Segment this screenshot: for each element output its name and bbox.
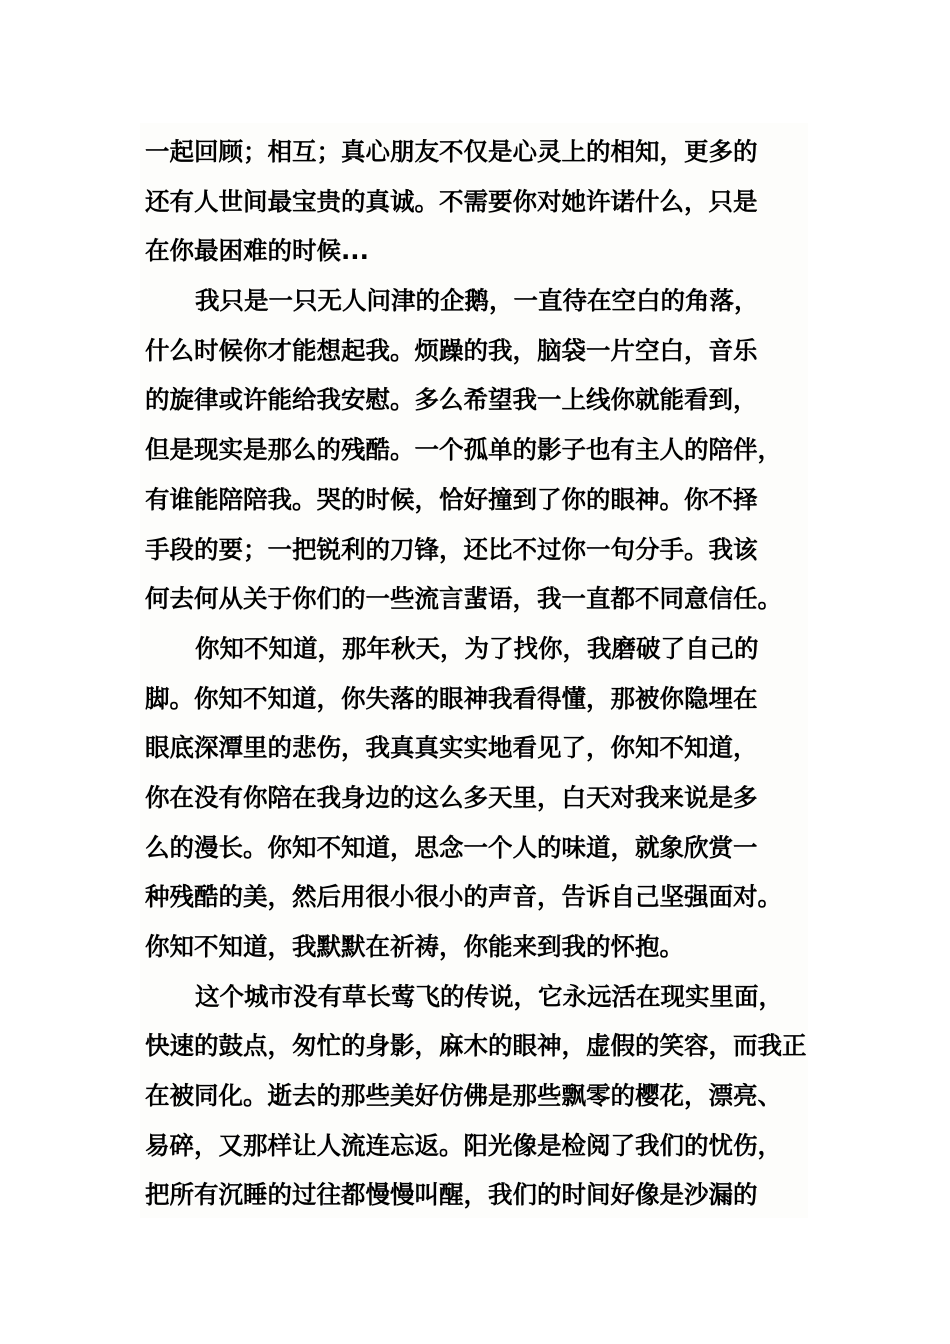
text-line: 在被同化。逝去的那些美好仿佛是那些飘零的樱花，漂亮、 — [145, 1081, 782, 1111]
text-line: 你在没有你陪在我身边的这么多天里，白天对我来说是多 — [145, 782, 758, 812]
text-line: 的旋律或许能给我安慰。多么希望我一上线你就能看到， — [145, 385, 758, 415]
text-line: 快速的鼓点，匆忙的身影，麻木的眼神，虚假的笑容，而我正 — [145, 1031, 807, 1061]
text-line: 一起回顾；相互；真心朋友不仅是心灵上的相知，更多的 — [145, 137, 758, 166]
text-line: 你知不知道，那年秋天，为了找你，我磨破了自己的 — [195, 633, 759, 663]
text-line: 你知不知道，我默默在祈祷，你能来到我的怀抱。 — [145, 932, 684, 961]
text-line: 有谁能陪陪我。哭的时候，恰好撞到了你的眼神。你不择 — [145, 484, 758, 514]
text-line: 还有人世间最宝贵的真诚。不需要你对她许诺什么，只是 — [145, 186, 758, 216]
text-line: 手段的要；一把锐利的刀锋，还比不过你一句分手。我该 — [145, 534, 758, 564]
text-line: 易碎，又那样让人流连忘返。阳光像是检阅了我们的忧伤， — [145, 1130, 782, 1160]
text-line: 把所有沉睡的过往都慢慢叫醒，我们的时间好像是沙漏的 — [145, 1180, 758, 1210]
text-line: 种残酷的美，然后用很小很小的声音，告诉自己坚强面对。 — [145, 882, 782, 912]
text-line: 什么时候你才能想起我。烦躁的我，脑袋一片空白，音乐 — [145, 335, 758, 365]
text-line: 我只是一只无人问津的企鹅，一直待在空白的角落， — [195, 286, 759, 316]
document-body — [140, 123, 808, 1218]
text-line: 脚。你知不知道，你失落的眼神我看得懂，那被你隐埋在 — [145, 683, 758, 713]
text-line: 但是现实是那么的残酷。一个孤单的影子也有主人的陪伴， — [145, 435, 782, 465]
text-line: 何去何从关于你们的一些流言蜚语，我一直都不同意信任。 — [145, 584, 782, 614]
text-line: 这个城市没有草长莺飞的传说，它永远活在现实里面， — [195, 981, 783, 1011]
text-line: 么的漫长。你知不知道，思念一个人的味道，就象欣赏一 — [145, 832, 758, 862]
text-line: 在你最困难的时候... — [145, 236, 369, 266]
text-line: 眼底深潭里的悲伤，我真真实实地看见了，你知不知道， — [145, 733, 758, 763]
